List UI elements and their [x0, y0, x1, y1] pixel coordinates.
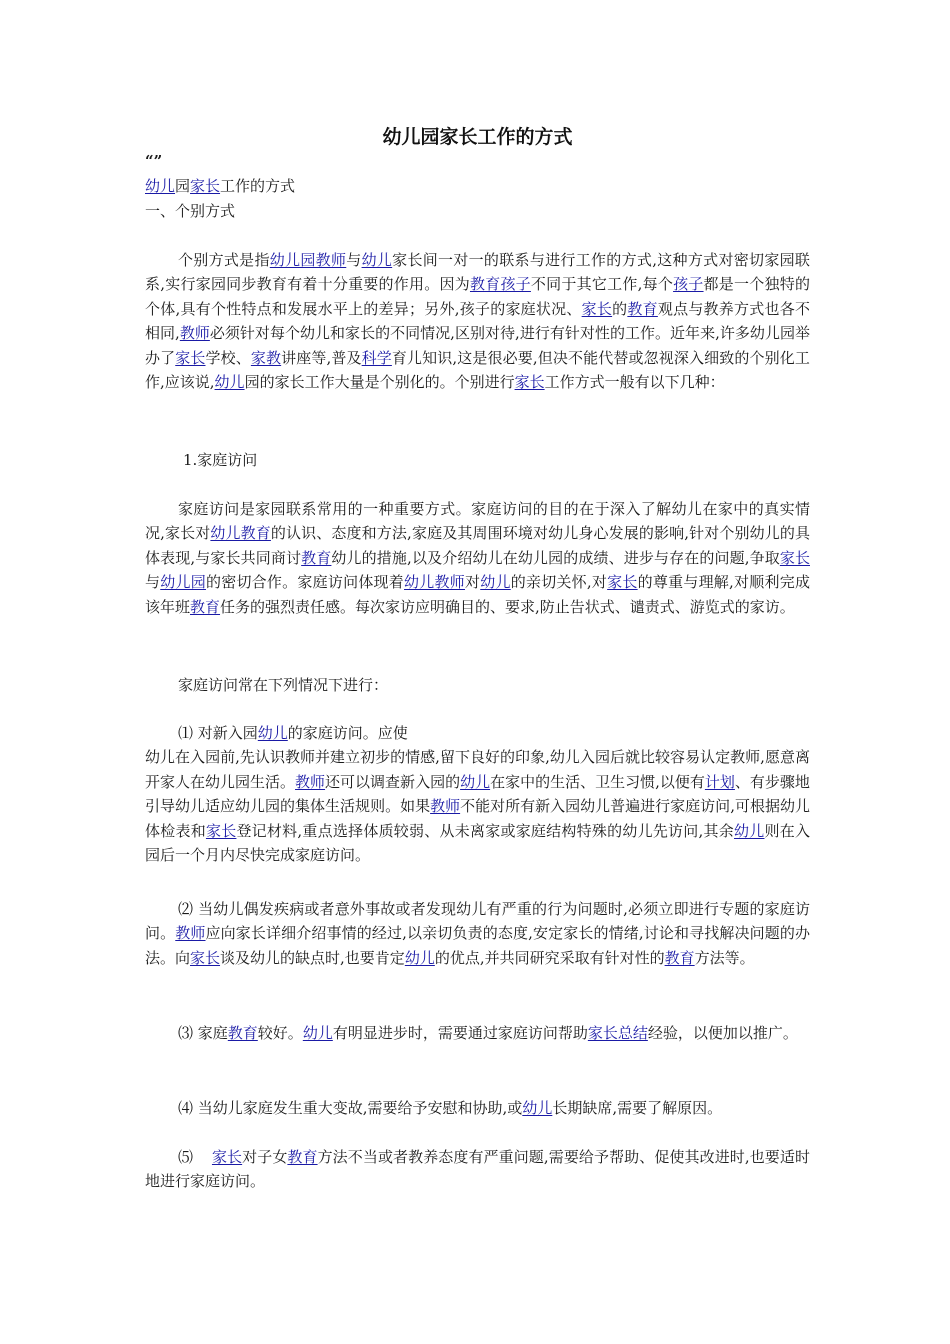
- paragraph-case-3: ⑶ 家庭教育较好。幼儿有明显进步时，需要通过家庭访问帮助家长总结经验，以便加以推广。: [178, 1024, 798, 1042]
- item-heading-home-visit: 1.家庭访问: [183, 451, 258, 469]
- paragraph-case-2: ⑵ 当幼儿偶发疾病或者意外事故或者发现幼儿有严重的行为问题时,必须立即进行专题的家庭访问。教师应向家长详细介绍事情的经过,以亲切负责的态度,安定家长的情绪,讨论和寻找解决问题的办法。向家长谈及幼儿的缺点时,也要肯定幼儿的优点,并共同研究采取有针对性的教育方法等。: [145, 900, 810, 967]
- paragraph-situations-intro: 家庭访问常在下列情况下进行：: [178, 676, 389, 694]
- paragraph-case-1: ⑴ 对新入园幼儿的家庭访问。应使 幼儿在入园前,先认识教师并建立初步的情感,留下良好的印象,幼儿入园后就比较容易认定教师,愿意离开家人在幼儿园生活。教师还可以调查新入园的幼儿在家中的生活、卫生习惯,以便有计划、有步骤地引导幼儿适应幼儿园的集体生活规则。如果教师不能对所有新入园幼儿普遍进行家庭访问,可根据幼儿体检表和家长登记材料,重点选择体质较弱、从未离家或家庭结构特殊的幼儿先访问,其余幼儿则在入园后一个月内尽快完成家庭访问。: [145, 724, 810, 865]
- inline-link[interactable]: 教师: [295, 772, 326, 791]
- inline-link[interactable]: 幼儿: [302, 1024, 333, 1042]
- paragraph-case-5: ⑸ 家长对子女教育方法不当或者教养态度有严重问题,需要给予帮助、促使其改进时,也要适时地进行家庭访问。: [145, 1148, 810, 1191]
- inline-link[interactable]: 幼儿园教师: [269, 251, 347, 269]
- inline-link[interactable]: 家长: [175, 348, 206, 367]
- inline-link[interactable]: 孩子: [673, 275, 704, 294]
- inline-link[interactable]: 家长: [205, 821, 237, 840]
- inline-link[interactable]: 家教: [250, 348, 282, 367]
- inline-link[interactable]: 科学: [361, 348, 392, 367]
- inline-link[interactable]: 家长: [211, 1148, 243, 1166]
- link-youer[interactable]: 幼儿: [145, 177, 176, 195]
- paragraph-case-4: ⑷ 当幼儿家庭发生重大变故,需要给予安慰和协助,或幼儿长期缺席,需要了解原因。: [178, 1099, 723, 1117]
- inline-link[interactable]: 幼儿: [734, 821, 765, 840]
- inline-link[interactable]: 家长: [779, 548, 810, 567]
- inline-link[interactable]: 家长: [514, 373, 545, 392]
- inline-link[interactable]: 幼儿园: [160, 573, 206, 592]
- inline-link[interactable]: 教育: [190, 597, 221, 616]
- inline-link[interactable]: 教师: [179, 324, 210, 343]
- inline-link[interactable]: 教师: [430, 797, 461, 816]
- inline-link[interactable]: 家长总结: [587, 1024, 648, 1042]
- inline-link[interactable]: 教育: [227, 1024, 258, 1042]
- inline-link[interactable]: 幼儿教师: [404, 573, 465, 592]
- inline-link[interactable]: 幼儿: [460, 772, 491, 791]
- inline-link[interactable]: 教师: [175, 924, 206, 943]
- inline-link[interactable]: 教育: [627, 299, 658, 318]
- paragraph-individual-method: 个别方式是指幼儿园教师与幼儿家长间一对一的联系与进行工作的方式,这种方式对密切家园联系,实行家园同步教育有着十分重要的作用。因为教育孩子不同于其它工作,每个孩子都是一个独特的个体,具有个性特点和发展水平上的差异；另外,孩子的家庭状况、家长的教育观点与教养方式也各不相同,教师必须针对每个幼儿和家长的不同情况,区别对待,进行有针对性的工作。近年来,许多幼儿园举办了家长学校、家教讲座等,普及科学育儿知识,这是很必要,但决不能代替或忽视深入细致的个别化工作,应该说,幼儿园的家长工作大量是个别化的。个别进行家长工作方式一般有以下几种：: [145, 251, 810, 392]
- inline-link[interactable]: 幼儿: [257, 724, 288, 742]
- inline-link[interactable]: 幼儿: [480, 573, 511, 592]
- inline-link[interactable]: 家长: [190, 948, 221, 967]
- section-heading: 一、个别方式: [145, 202, 236, 220]
- inline-link[interactable]: 幼儿: [214, 373, 245, 392]
- inline-link[interactable]: 教育: [664, 948, 695, 967]
- inline-link[interactable]: 幼儿: [404, 948, 435, 967]
- inline-link[interactable]: 计划: [704, 772, 735, 791]
- inline-link[interactable]: 家长: [581, 299, 613, 318]
- inline-link[interactable]: 幼儿教育: [210, 524, 271, 543]
- paragraph-home-visit: 家庭访问是家园联系常用的一种重要方式。家庭访问的目的在于深入了解幼儿在家中的真实情况,家长对幼儿教育的认识、态度和方法,家庭及其周围环境对幼儿身心发展的影响,针对个别幼儿的具体表现,与家长共同商讨教育幼儿的措施,以及介绍幼儿在幼儿园的成绩、进步与存在的问题,争取家长与幼儿园的密切合作。家庭访问体现着幼儿教师对幼儿的亲切关怀,对家长的尊重与理解,对顺利完成该年班教育任务的强烈责任感。每次家访应明确目的、要求,防止告状式、谴责式、游览式的家访。: [145, 500, 810, 616]
- inline-link[interactable]: 教育: [301, 548, 332, 567]
- quote-mark: “”: [145, 152, 163, 170]
- inline-link[interactable]: 幼儿: [361, 251, 393, 269]
- document-subtitle: 幼儿园家长工作的方式: [145, 177, 296, 195]
- document-title: 幼儿园家长工作的方式: [382, 126, 573, 148]
- link-jiazhang[interactable]: 家长: [190, 177, 221, 195]
- inline-link[interactable]: 幼儿: [522, 1099, 553, 1117]
- inline-link[interactable]: 教育孩子: [469, 275, 531, 294]
- inline-link[interactable]: 教育: [287, 1148, 318, 1166]
- inline-link[interactable]: 家长: [607, 573, 638, 592]
